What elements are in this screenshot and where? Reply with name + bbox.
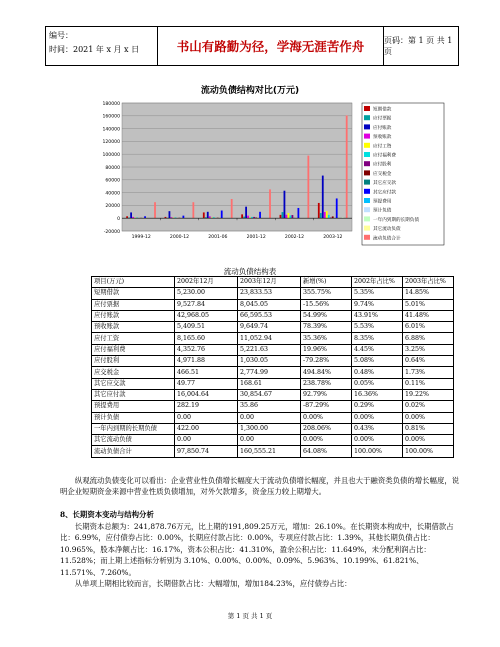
legend-label: 应付账款: [373, 125, 392, 131]
table-cell: 30,854.67: [238, 389, 301, 400]
legend-swatch: [364, 198, 370, 203]
table-cell: 97,850.74: [175, 446, 238, 457]
table-cell: 43.91%: [352, 310, 403, 321]
table-cell: 2,774.99: [238, 367, 301, 378]
table-cell: 0.81%: [403, 423, 454, 434]
table-cell: 5.08%: [352, 356, 403, 367]
table-cell: 0.00%: [301, 412, 352, 423]
y-tick-label: 160000: [102, 114, 120, 120]
legend-label: 应付工资: [373, 144, 392, 150]
y-tick-label: 0: [117, 217, 120, 222]
table-cell: -15.56%: [301, 299, 352, 310]
table-header-row: [92, 277, 454, 288]
table-cell: 8,045.05: [238, 299, 301, 310]
bar: [203, 212, 205, 218]
table-cell: 8,165.60: [175, 333, 238, 344]
bar: [326, 211, 328, 218]
bar: [328, 215, 330, 218]
legend-label: 应付股利: [373, 162, 392, 168]
bar: [169, 211, 171, 218]
legend-swatch: [364, 161, 370, 166]
table-cell: 应付账款: [92, 310, 175, 321]
legend-label: 预提费用: [373, 199, 392, 205]
legend-label: 预计负债: [373, 208, 392, 214]
legend-label: 应付福利费: [373, 153, 396, 159]
table-cell: 19.22%: [403, 389, 454, 400]
table-row: [92, 446, 454, 457]
legend-swatch: [364, 170, 370, 175]
paragraph-1: 纵观流动负债变化可以看出：企业营业性负债增长幅度大于流动负债增长幅度，并且也大于融资类负债的增长幅度，说明企业短期资金来源中营业性质负债增加，对外欠款增多，资金压力较上期增大。: [60, 476, 460, 497]
table-cell: 11,052.94: [238, 333, 301, 344]
y-tick-label: 60000: [105, 178, 120, 184]
table-cell: 100.00%: [352, 446, 403, 457]
bar: [336, 198, 338, 218]
table-cell: 流动负债合计: [92, 446, 175, 457]
x-tick-label: 2001-12: [246, 235, 266, 240]
bar: [322, 176, 324, 219]
table-header-cell: 2003年12月: [238, 277, 301, 288]
table-cell: 422.00: [175, 423, 238, 434]
bar: [241, 214, 243, 218]
table-cell: 19.96%: [301, 344, 352, 355]
table-cell: 0.00: [175, 412, 238, 423]
bar: [307, 156, 309, 219]
legend-label: 其它流动负债: [373, 227, 401, 233]
x-tick-label: 2003-12: [323, 235, 343, 240]
table-cell: 3.25%: [403, 344, 454, 355]
table-cell: 42,968.05: [175, 310, 238, 321]
time-label: 时间：2021 年 x 月 x 日: [49, 45, 140, 54]
table-cell: -79.28%: [301, 356, 352, 367]
table-cell: 4,352.76: [175, 344, 238, 355]
table-cell: 494.84%: [301, 367, 352, 378]
legend-swatch: [364, 189, 370, 194]
table-cell: 0.00%: [403, 412, 454, 423]
table-cell: 282.19: [175, 401, 238, 412]
table-cell: 0.00%: [301, 435, 352, 446]
table-cell: 160,555.21: [238, 446, 301, 457]
header-meta: [46, 27, 158, 65]
table-cell: 应付福利费: [92, 344, 175, 355]
legend-label: 应付票据: [373, 116, 392, 122]
table-cell: 66,595.53: [238, 310, 301, 321]
table-row: [92, 288, 454, 299]
table-row: [92, 344, 454, 355]
table-cell: 16.36%: [352, 389, 403, 400]
table-cell: 0.64%: [403, 356, 454, 367]
table-cell: 0.02%: [403, 401, 454, 412]
y-tick-label: 180000: [102, 101, 120, 107]
table-cell: 355.75%: [301, 288, 352, 299]
y-tick-label: 40000: [105, 191, 120, 197]
section-heading-8: 8、长期资本变动与结构分析: [60, 510, 154, 519]
chart-title: 流动负债结构对比(万元): [200, 86, 300, 96]
table-cell: 5,230.00: [175, 288, 238, 299]
table-cell: 0.00: [238, 412, 301, 423]
bar: [247, 216, 249, 219]
y-tick-label: 140000: [102, 127, 120, 133]
table-row: [92, 333, 454, 344]
legend-swatch: [364, 152, 370, 157]
legend-swatch: [364, 207, 370, 212]
table-cell: 41.48%: [403, 310, 454, 321]
y-tick-label: 100000: [102, 153, 120, 158]
bar: [259, 212, 261, 218]
table-cell: 其它应交款: [92, 378, 175, 389]
table-cell: 5.35%: [352, 288, 403, 299]
bar: [318, 203, 320, 218]
table-cell: 应付票据: [92, 299, 175, 310]
bar: [292, 215, 294, 218]
table-header-cell: 项目(万元): [92, 277, 175, 288]
y-tick-label: 20000: [105, 204, 120, 210]
table-cell: 208.06%: [301, 423, 352, 434]
table-header-cell: 2002年占比%: [352, 277, 403, 288]
bar: [290, 215, 292, 218]
table-cell: 0.00: [175, 435, 238, 446]
legend-swatch: [364, 180, 370, 185]
table-header-cell: 2002年12月: [175, 277, 238, 288]
table-cell: 23,833.53: [238, 288, 301, 299]
table-cell: 短期借款: [92, 288, 175, 299]
table-cell: 0.05%: [352, 378, 403, 389]
table-header-cell: 2003年占比%: [403, 277, 454, 288]
table-cell: 14.85%: [403, 288, 454, 299]
table-cell: 35.36%: [301, 333, 352, 344]
legend-label: 预收账款: [373, 135, 392, 141]
table-cell: 466.51: [175, 367, 238, 378]
table-cell: 4.45%: [352, 344, 403, 355]
bar: [284, 191, 286, 219]
legend-swatch: [364, 235, 370, 240]
bar: [221, 211, 223, 219]
table-cell: 0.11%: [403, 378, 454, 389]
bar: [130, 212, 132, 218]
table-row: [92, 412, 454, 423]
table-cell: 54.99%: [301, 310, 352, 321]
legend-swatch: [364, 216, 370, 221]
table-cell: 49.77: [175, 378, 238, 389]
table-row: [92, 389, 454, 400]
y-tick-label: 80000: [105, 165, 120, 171]
table-cell: 5,221.63: [238, 344, 301, 355]
bar: [207, 212, 209, 218]
table-cell: 64.08%: [301, 446, 352, 457]
table-cell: 5.01%: [403, 299, 454, 310]
bar: [288, 213, 290, 218]
table-row: [92, 435, 454, 446]
x-tick-label: 2001-06: [208, 235, 228, 240]
legend-swatch: [364, 124, 370, 129]
table-cell: 5,409.51: [175, 322, 238, 333]
x-tick-label: 2002-12: [284, 235, 305, 240]
bar: [245, 207, 247, 219]
table-cell: 0.43%: [352, 423, 403, 434]
bar: [346, 115, 348, 218]
table-cell: 78.39%: [301, 322, 352, 333]
table-cell: 一年内到期的长期负债: [92, 423, 175, 434]
bar: [320, 213, 322, 218]
legend-swatch: [364, 115, 370, 120]
table-cell: 92.79%: [301, 389, 352, 400]
legend-label: 短期借款: [373, 107, 392, 113]
number-label: 编号：: [49, 31, 73, 40]
bar: [269, 189, 271, 218]
table-cell: 16,004.64: [175, 389, 238, 400]
paragraph-2: 长期资本总额为：241,878.76万元，比上期的191,809.25万元，增加：26.10%。在长期资本构成中，长期借款占比：6.99%，应付债券占比：0.00%，长期应付款占比：0.00%，专项应付款占比：1.39%，其他长期负债占比：10.965%，股本净额占比：16.17%，资本公积占比：41.310%，盈余公积占比：11.649%，未分配利润占比：11.528%；而上期上述指标分析别为 3.10%、0.00%、0.00%、0.09%、5.963%、10.199%、61.821%、11.571%、7.260%。: [60, 522, 454, 577]
legend-swatch: [364, 134, 370, 139]
table-cell: 9,527.84: [175, 299, 238, 310]
table-cell: 0.29%: [352, 401, 403, 412]
table-cell: 168.61: [238, 378, 301, 389]
table-cell: 0.00%: [352, 435, 403, 446]
page-header: [45, 26, 459, 66]
table-cell: 其它应付款: [92, 389, 175, 400]
table-cell: 0.00: [238, 435, 301, 446]
table-cell: 100.00%: [403, 446, 454, 457]
legend-label: 其它应交款: [373, 181, 396, 187]
liability-structure-chart: [90, 97, 470, 257]
table-row: [92, 378, 454, 389]
table-cell: 9,649.74: [238, 322, 301, 333]
table-cell: 4,971.88: [175, 356, 238, 367]
table-row: [92, 367, 454, 378]
legend-swatch: [364, 106, 370, 111]
table-row: [92, 310, 454, 321]
table-cell: 8.35%: [352, 333, 403, 344]
y-tick-label: -20000: [103, 229, 120, 235]
paragraph-3: 从单项上期相比较而言，长期借款占比：大幅增加，增加184.23%，应付债券占比：: [74, 579, 352, 588]
bar: [280, 215, 282, 218]
table-cell: 0.00%: [352, 412, 403, 423]
table-cell: 238.78%: [301, 378, 352, 389]
bar: [324, 212, 326, 218]
table-cell: 0.48%: [352, 367, 403, 378]
table-cell: 1,030.05: [238, 356, 301, 367]
table-header-cell: 新增(%): [301, 277, 352, 288]
table-cell: 应付股利: [92, 356, 175, 367]
legend-label: 其它应付款: [373, 190, 396, 196]
bar: [286, 215, 288, 218]
legend-label: 一年内到期的长期负债: [373, 217, 419, 223]
x-tick-label: 1999-12: [131, 235, 151, 240]
page-label: 页码：第 1 页 共 1 页: [384, 36, 453, 56]
liability-structure-table: [91, 276, 454, 458]
legend-swatch: [364, 143, 370, 148]
table-cell: 预收账款: [92, 322, 175, 333]
table-title: 流动负债结构表: [223, 267, 277, 276]
bar: [192, 202, 194, 218]
table-cell: 其它流动负债: [92, 435, 175, 446]
table-cell: 1,300.00: [238, 423, 301, 434]
table-row: [92, 299, 454, 310]
table-cell: 5.53%: [352, 322, 403, 333]
table-cell: 0.00%: [403, 435, 454, 446]
x-tick-label: 2000-12: [169, 235, 190, 240]
bar: [231, 199, 233, 218]
bar: [282, 212, 284, 218]
table-row: [92, 322, 454, 333]
table-cell: -87.29%: [301, 401, 352, 412]
motto: 书山有路勤为径，学海无涯苦作舟: [158, 27, 384, 65]
table-cell: 35.86: [238, 401, 301, 412]
table-cell: 应付工资: [92, 333, 175, 344]
table-cell: 1.73%: [403, 367, 454, 378]
page-footer: 第 1 页 共 1 页: [227, 612, 273, 620]
bar: [154, 202, 156, 218]
table-cell: 9.74%: [352, 299, 403, 310]
table-row: [92, 401, 454, 412]
table-cell: 预提费用: [92, 401, 175, 412]
bar: [297, 208, 299, 218]
legend-swatch: [364, 226, 370, 231]
legend-label: 流动负债合计: [373, 236, 401, 242]
y-tick-label: 120000: [102, 140, 120, 146]
legend-label: 应交税金: [373, 171, 392, 177]
table-cell: 预计负债: [92, 412, 175, 423]
bar: [182, 216, 184, 219]
table-row: [92, 423, 454, 434]
table-cell: 6.01%: [403, 322, 454, 333]
table-cell: 应交税金: [92, 367, 175, 378]
table-cell: 6.88%: [403, 333, 454, 344]
table-row: [92, 356, 454, 367]
